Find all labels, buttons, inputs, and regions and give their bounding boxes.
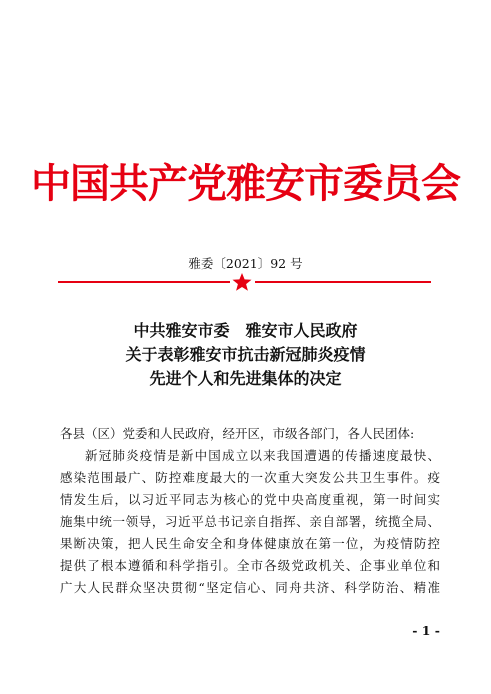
body-text <box>60 423 440 599</box>
paragraph-line-1: 新冠肺炎疫情是新中国成立以来我国遭遇的传播速度最快、 <box>85 448 440 463</box>
star-shape <box>233 273 252 291</box>
divider-line-right <box>255 281 431 283</box>
document-number: 雅委〔2021〕92 号 <box>188 256 303 271</box>
red-star-icon <box>232 272 252 292</box>
title-line-2: 关于表彰雅安市抗击新冠肺炎疫情 <box>125 345 366 364</box>
title-line-3: 先进个人和先进集体的决定 <box>149 369 342 388</box>
salutation: 各县（区）党委和人民政府，经开区，市级各部门，各人民团体: <box>60 426 415 441</box>
divider-line-left <box>58 281 230 283</box>
paragraph-line-6: 提供了根本遵循和科学指引。全市各级党政机关、企事业单位和 <box>60 558 440 573</box>
masthead-title: 中国共产党雅安市委员会 <box>31 160 460 207</box>
title-line-1: 中共雅安市委 雅安市人民政府 <box>133 321 358 340</box>
paragraph-line-5: 果断决策，把人民生命安全和身体健康放在第一位，为疫情防控 <box>60 536 440 551</box>
paragraph-line-4: 施集中统一领导，习近平总书记亲自指挥、亲自部署，统揽全局、 <box>60 514 440 529</box>
page-number: - 1 - <box>412 623 440 638</box>
paragraph-line-2: 感染范围最广、防控难度最大的一次重大突发公共卫生事件。疫 <box>60 470 440 485</box>
paragraph-line-3: 情发生后，以习近平同志为核心的党中央高度重视，第一时间实 <box>60 492 440 507</box>
document-title <box>0 319 491 391</box>
paragraph-line-7: 广大人民群众坚决贯彻“坚定信心、同舟共济、科学防治、精准 <box>60 580 440 595</box>
